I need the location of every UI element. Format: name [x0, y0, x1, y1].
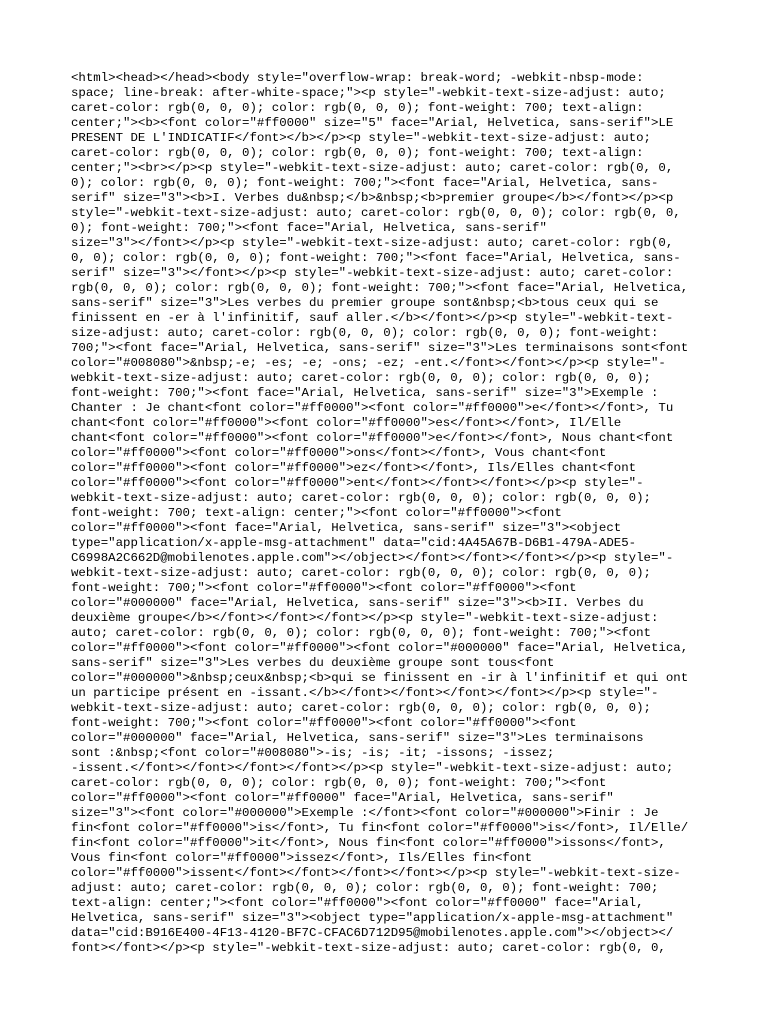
html-source-text: <html><head></head><body style="overflow-wrap: break-word; -webkit-nbsp-mode: space; line-break: after-white-space;"><p style="-webkit-text-size-adjust: auto; caret-color: rgb(0, 0, 0); color: rgb(0, 0, 0); font-weight: 700; text-align: center;"><b><font color="#ff0000" size="5" face="Arial, Helvetica, sans-serif">LE PRESENT DE L'INDICATIF</font></b></p><p style="-webkit-text-size-adjust: auto; caret-color: rgb(0, 0, 0); color: rgb(0, 0, 0); font-weight: 700; text-align: center;"><br></p><p style="-webkit-text-size-adjust: auto; caret-color: rgb(0, 0, 0); color: rgb(0, 0, 0); font-weight: 700;"><font face="Arial, Helvetica, sans- serif" size="3"><b>I. Verbes du&nbsp;</b>&nbsp;<b>premier groupe</b></font></p><p style="-webkit-text-size-adjust: auto; caret-color: rgb(0, 0, 0); color: rgb(0, 0, 0); font-weight: 700;"><font face="Arial, Helvetica, sans-serif" size="3"></font></p><p style="-webkit-text-size-adjust: auto; caret-color: rgb(0, 0, 0); color: rgb(0, 0, 0); font-weight: 700;"><font face="Arial, Helvetica, sans- serif" size="3"></font></p><p style="-webkit-text-size-adjust: auto; caret-color: rgb(0, 0, 0); color: rgb(0, 0, 0); font-weight: 700;"><font face="Arial, Helvetica, sans-serif" size="3">Les verbes du premier groupe sont&nbsp;<b>tous ceux qui se finissent en -er à l'infinitif, sauf aller.</b></font></p><p style="-webkit-text- size-adjust: auto; caret-color: rgb(0, 0, 0); color: rgb(0, 0, 0); font-weight: 700;"><font face="Arial, Helvetica, sans-serif" size="3">Les terminaisons sont<font color="#008080">&nbsp;-e; -es; -e; -ons; -ez; -ent.</font></font></p><p style="- webkit-text-size-adjust: auto; caret-color: rgb(0, 0, 0); color: rgb(0, 0, 0); font-weight: 700;"><font face="Arial, Helvetica, sans-serif" size="3">Exemple : Chanter : Je chant<font color="#ff0000"><font color="#ff0000">e</font></font>, Tu chant<font color="#ff0000"><font color="#ff0000">es</font></font>, Il/Elle chant<font color="#ff0000"><font color="#ff0000">e</font></font>, Nous chant<font color="#ff0000"><font color="#ff0000">ons</font></font>, Vous chant<font color="#ff0000"><font color="#ff0000">ez</font></font>, Ils/Elles chant<font color="#ff0000"><font color="#ff0000">ent</font></font></font></p><p style="- webkit-text-size-adjust: auto; caret-color: rgb(0, 0, 0); color: rgb(0, 0, 0); font-weight: 700; text-align: center;"><font color="#ff0000"><font color="#ff0000"><font face="Arial, Helvetica, sans-serif" size="3"><object type="application/x-apple-msg-attachment" data="cid:4A45A67B-D6B1-479A-ADE5- C6998A2C662D@mobilenotes.apple.com"></object></font></font></font></p><p style="- webkit-text-size-adjust: auto; caret-color: rgb(0, 0, 0); color: rgb(0, 0, 0); font-weight: 700;"><font color="#ff0000"><font color="#ff0000"><font color="#000000" face="Arial, Helvetica, sans-serif" size="3"><b>II. Verbes du deuxième groupe</b></font></font></font></p><p style="-webkit-text-size-adjust: auto; caret-color: rgb(0, 0, 0); color: rgb(0, 0, 0); font-weight: 700;"><font color="#ff0000"><font color="#ff0000"><font color="#000000" face="Arial, Helvetica, sans-serif" size="3">Les verbes du deuxième groupe sont tous<font color="#000000">&nbsp;ceux&nbsp;<b>qui se finissent en -ir à l'infinitif et qui ont un participe présent en -issant.</b></font></font></font></font></p><p style="- webkit-text-size-adjust: auto; caret-color: rgb(0, 0, 0); color: rgb(0, 0, 0); font-weight: 700;"><font color="#ff0000"><font color="#ff0000"><font color="#000000" face="Arial, Helvetica, sans-serif" size="3">Les terminaisons sont :&nbsp;<font color="#008080">-is; -is; -it; -issons; -issez; -issent.</font></font></font></font></p><p style="-webkit-text-size-adjust: auto; caret-color: rgb(0, 0, 0); color: rgb(0, 0, 0); font-weight: 700;"><font color="#ff0000"><font color="#ff0000" face="Arial, Helvetica, sans-serif" size="3"><font color="#000000">Exemple :</font><font color="#000000">Finir : Je fin<font color="#ff0000">is</font>, Tu fin<font color="#ff0000">is</font>, Il/Elle/ fin<font color="#ff0000">it</font>, Nous fin<font color="#ff0000">issons</font>, Vous fin<font color="#ff0000">issez</font>, Ils/Elles fin<font color="#ff0000">issent</font></font></font></font></p><p style="-webkit-text-size- adjust: auto; caret-color: rgb(0, 0, 0); color: rgb(0, 0, 0); font-weight: 700; text-align: center;"><font color="#ff0000"><font color="#ff0000" face="Arial, Helvetica, sans-serif" size="3"><object type="application/x-apple-msg-attachment" data="cid:B916E400-4F13-4120-BF7C-CFAC6D712D95@mobilenotes.apple.com"></object></ font></font></p><p style="-webkit-text-size-adjust: auto; caret-color: rgb(0, 0,	[71, 71, 689, 955]
